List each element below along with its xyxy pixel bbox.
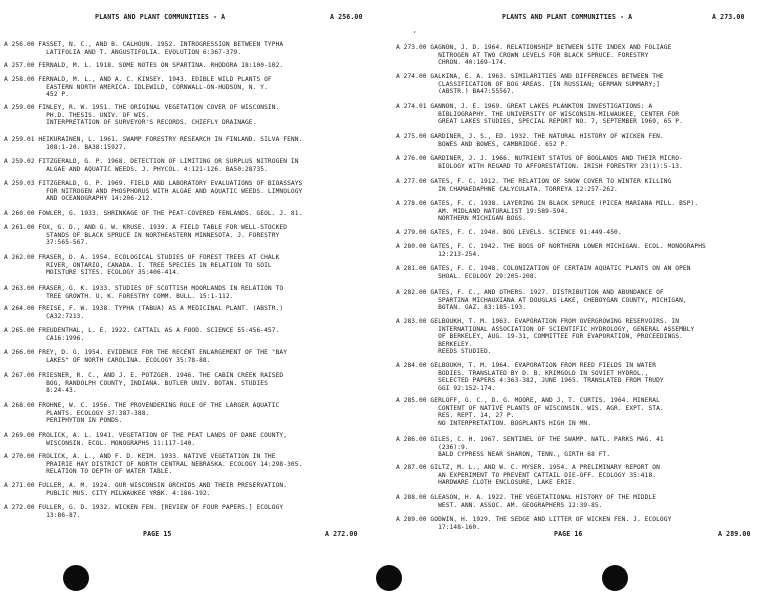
- page-number-label: PAGE 15: [143, 530, 172, 538]
- citation-entry: [4, 482, 287, 497]
- citation-line: PRAIRIE HAY DISTRICT OF NORTH CENTRAL NEBRASKA. ECOLOGY 14:298-305.: [4, 460, 303, 468]
- citation-line: PH.D. THESIS. UNIV. OF WIS.: [4, 111, 150, 119]
- citation-entry: [4, 285, 283, 300]
- citation-line: A 263.00 FRASER, G. K. 1933. STUDIES OF SCOTTISH MOORLANDS IN RELATION TO: [4, 285, 284, 292]
- citation-line: A 282.00 GATES, F. C., AND OTHERS. 1927. DISTRIBUTION AND ABUNDANCE OF: [396, 289, 664, 296]
- citation-entry: [396, 516, 671, 531]
- citation-line: 8:24-43.: [4, 387, 77, 395]
- citation-entry: [396, 265, 691, 280]
- citation-line: 108:1-20. BA38:15927.: [4, 143, 127, 151]
- citation-entry: [396, 362, 664, 392]
- citation-line: BOTAN. GAZ. 83:185-193.: [396, 304, 527, 312]
- citation-line: A 269.00 FROLICK, A. L. 1941. VEGETATION OF THE PEAT LANDS OF DANE COUNTY,: [4, 432, 288, 439]
- citation-line: SHOAL. ECOLOGY 29:205-208.: [396, 272, 538, 280]
- citation-entry: [396, 289, 687, 312]
- citation-line: BODIES. TRANSLATED BY D. B. KRIMGOLD IN SOVIET HYDROL.,: [396, 369, 649, 377]
- citation-line: AM. MIDLAND NATURALIST 19:589-594.: [396, 207, 569, 215]
- citation-line: 13:86-87.: [4, 511, 81, 519]
- page-footer-number: A 272.00: [325, 530, 358, 538]
- citation-line: A 268.00 FROHNE, W. C. 1956. THE PROVENDERING ROLE OF THE LARGER AQUATIC: [4, 402, 280, 409]
- citation-entry: [4, 210, 302, 218]
- citation-line: A 266.00 FREY, D. G. 1954. EVIDENCE FOR THE RECENT ENLARGEMENT OF THE "BAY: [4, 349, 288, 356]
- citation-line: SELECTED PAPERS 4:363-382, JUNE 1965. TRANSLATED FROM TRUDY: [396, 377, 664, 385]
- citation-line: PERIPHYTON IN PONDS.: [4, 417, 123, 425]
- citation-line: FOR NITROGEN AND PHOSPHORUS WITH ALGAE AND AQUATIC WEEDS. LIMNOLOGY: [4, 187, 303, 195]
- citation-entry: [396, 44, 671, 67]
- citation-line: A 262.00 FRASER, D. A. 1954. ECOLOGICAL STUDIES OF FOREST TREES AT CHALK: [4, 254, 280, 261]
- citation-line: A 279.00 GATES, F. C. 1940. BOG LEVELS. SCIENCE 91:449-450.: [396, 229, 622, 236]
- citation-line: 17:148-160.: [396, 523, 481, 531]
- citation-line: CA32:7213.: [4, 312, 85, 320]
- citation-line: A 289.00 GODWIN, H. 1929. THE SEDGE AND LITTER OF WICKEN FEN. J. ECOLOGY: [396, 516, 672, 523]
- citation-entry: [4, 305, 283, 320]
- citation-line: NO INTERPRETATION. BOGPLANTS HIGH IN MN.: [396, 419, 592, 427]
- citation-line: (ABSTR.) BA47:55567.: [396, 88, 515, 96]
- citation-line: A 288.00 GLEASON, H. A. 1922. THE VEGETATIONAL HISTORY OF THE MIDDLE: [396, 494, 657, 501]
- citation-entry: [396, 73, 664, 96]
- citation-entry: [396, 155, 683, 170]
- citation-line: A 271.00 FULLER, A. M. 1924. OUR WISCONSIN ORCHIDS AND THEIR PRESERVATION.: [4, 482, 288, 489]
- citation-line: A 257.00 FERNALD, M. L. 1918. SOME NOTES ON SPARTINA. RHODORA 18:100-102.: [4, 62, 284, 69]
- citation-line: A 277.00 GATES, F. C. 1912. THE RELATION OF SNOW COVER TO WINTER KILLING: [396, 178, 672, 185]
- citation-entry: [396, 318, 694, 356]
- bibliography-page-right: [390, 0, 779, 600]
- citation-entry: [396, 200, 698, 223]
- citation-entry: [396, 397, 664, 427]
- citation-entry: [4, 136, 302, 151]
- citation-line: A 259.01 HEIKURAINEN, L. 1961. SWAMP FORESTRY RESEARCH IN FINLAND. SILVA FENN.: [4, 136, 303, 143]
- citation-line: A 273.00 GAGNON, J. D. 1964. RELATIONSHIP BETWEEN SITE INDEX AND FOLIAGE: [396, 44, 672, 51]
- citation-line: A 265.00 FREUDENTHAL, L. E. 1922. CATTAIL AS A FOOD. SCIENCE 55:456-457.: [4, 327, 280, 334]
- citation-line: A 276.00 GARDINER, J. J. 1966. NUTRIENT STATUS OF BOGLANDS AND THEIR MICRO-: [396, 155, 683, 162]
- page-header-number: A 273.00: [712, 13, 745, 21]
- citation-entry: [4, 158, 299, 173]
- citation-line: A 259.02 FITZGERALD, G. P. 1968. DETECTION OF LIMITING OR SURPLUS NITROGEN IN: [4, 158, 299, 165]
- citation-line: A 274.01 GANNON, J. E. 1969. GREAT LAKES PLANKTON INVESTIGATIONS: A: [396, 103, 653, 110]
- citation-line: INTERNATIONAL ASSOCIATION OF SCIENTIFIC HYDROLOGY, GENERAL ASSEMBLY: [396, 325, 695, 333]
- citation-line: A 261.00 FOX, G. D., AND G. W. KRUSE. 1939. A FIELD TABLE FOR WELL-STOCKED: [4, 224, 288, 231]
- punch-hole: [63, 565, 89, 591]
- citation-line: A 264.00 FREISE, F. W. 1938. TYPHA (TABUA) AS A MEDICINAL PLANT. (ABSTR.): [4, 305, 284, 312]
- page-number-label: PAGE 16: [554, 530, 583, 538]
- citation-line: MOISTURE SITES. ECOLOGY 35:406-414.: [4, 269, 180, 277]
- citation-line: BOG, RANDOLPH COUNTY, INDIANA. BUTLER UNIV. BOTAN. STUDIES: [4, 379, 268, 387]
- citation-line: A 272.00 FULLER, G. D. 1932. WICKEN FEN. [REVIEW OF FOUR PAPERS.] ECOLOGY: [4, 504, 284, 511]
- citation-line: BIBLIOGRAPHY. THE UNIVERSITY OF WISCONSIN-MILWAUKEE, CENTER FOR: [396, 110, 680, 118]
- citation-line: INTERPRETATION OF SURVEYOR'S RECORDS. CHIEFLY DRAINAGE.: [4, 119, 257, 127]
- citation-line: PUBLIC MUS. CITY MILWAUKEE YRBK. 4:186-192.: [4, 489, 211, 497]
- citation-line: A 256.00 FASSET, N. C., AND B. CALHOUN. 1952. INTROGRESSION BETWEEN TYPHA: [4, 41, 284, 48]
- citation-entry: [4, 254, 279, 277]
- citation-line: RES. REPT. 14, 27 P.: [396, 412, 515, 420]
- citation-entry: [4, 62, 283, 70]
- citation-entry: [396, 464, 660, 487]
- citation-line: A 259.03 FITZGERALD, G. P. 1969. FIELD AND LABORATORY EVALUATIONS OF BIOASSAYS: [4, 180, 303, 187]
- citation-line: A 258.00 FERNALD, M. L., AND A. C. KINSEY. 1943. EDIBLE WILD PLANTS OF: [4, 76, 272, 83]
- citation-entry: [396, 494, 656, 509]
- punch-hole: [602, 565, 628, 591]
- citation-line: TREE GROWTH. U. K. FORESTRY COMM. BULL. 15:1-112.: [4, 292, 234, 300]
- citation-line: HARDWARE CLOTH ENCLOSURE, LAKE ERIE.: [396, 479, 576, 487]
- citation-line: SPARTINA MICHAUXIANA AT DOUGLAS LAKE, CHEBOYGAN COUNTY, MICHIGAN,: [396, 296, 687, 304]
- citation-line: BIOLOGY WITH REGARD TO AFFORESTATION. IRISH FORESTRY 23(1):5-13.: [396, 162, 683, 170]
- citation-line: NITROGEN AT TWO CROWN LEVELS FOR BLACK SPRUCE. FORESTRY: [396, 51, 649, 59]
- citation-line: BALD CYPRESS NEAR SHARON, TENN., GIRTH 68 FT.: [396, 451, 611, 459]
- citation-entry: [396, 178, 671, 193]
- citation-entry: [396, 103, 683, 126]
- citation-line: A 274.00 GALKINA, E. A. 1963. SIMILARITIES AND DIFFERENCES BETWEEN THE: [396, 73, 664, 80]
- citation-line: STANDS OF BLACK SPRUCE IN NORTHEASTERN MINNESOTA. J. FORESTRY: [4, 231, 280, 239]
- citation-line: LATIFOLIA AND T. ANGUSTIFOLIA. EVOLUTION 6:367-379.: [4, 48, 242, 56]
- citation-line: EASTERN NORTH AMERICA. IDLEWILD, CORNWALL-ON-HUDSON, N. Y.: [4, 83, 268, 91]
- citation-entry: [4, 76, 272, 99]
- citation-line: AND OCEANOGRAPHY 14:206-212.: [4, 195, 154, 203]
- citation-line: CONTENT OF NATIVE PLANTS OF WISCONSIN. WIS. AGR. EXPT. STA.: [396, 404, 664, 412]
- citation-line: RELATION TO DEPTH OF WATER TABLE.: [4, 468, 173, 476]
- citation-line: A 285.00 GERLOFF, G. C., D. G. MOORE, AND J. T. CURTIS. 1964. MINERAL: [396, 397, 660, 404]
- citation-line: (236):9.: [396, 443, 469, 451]
- citation-entry: [4, 224, 287, 247]
- citation-entry: [4, 349, 287, 364]
- citation-entry: [4, 402, 279, 425]
- citation-entry: [4, 327, 279, 342]
- citation-entry: [4, 180, 302, 203]
- citation-entry: [4, 372, 283, 395]
- bibliography-page-left: [0, 0, 388, 600]
- citation-line: A 270.00 FROLICK, A. L., AND F. D. KEIM. 1933. NATIVE VEGETATION IN THE: [4, 453, 276, 460]
- citation-entry: [4, 41, 283, 56]
- citation-line: A 287.00 GILTZ, M. L., AND W. C. MYSER. 1954. A PRELIMINARY REPORT ON: [396, 464, 660, 471]
- citation-line: A 286.00 GILES, C. H. 1967. SENTINEL OF THE SWAMP. NATL. PARKS MAG. 41: [396, 436, 664, 443]
- citation-line: CLASSIFICATION OF BOG AREAS. [IN RUSSIAN; GERMAN SUMMARY;]: [396, 80, 660, 88]
- citation-entry: [4, 432, 287, 447]
- citation-line: CHRON. 40:169-174.: [396, 59, 507, 67]
- page-footer-number: A 289.00: [718, 530, 751, 538]
- citation-line: 452 P.: [4, 91, 70, 99]
- citation-line: REEDS STUDIED.: [396, 348, 492, 356]
- citation-entry: [4, 104, 279, 127]
- page-header-title: PLANTS AND PLANT COMMUNITIES - A: [502, 13, 633, 21]
- citation-line: GGI 92:152-174.: [396, 384, 496, 392]
- citation-line: A 259.00 FINLEY, R. W. 1951. THE ORIGINAL VEGETATION COVER OF WISCONSIN.: [4, 104, 280, 111]
- citation-entry: [4, 504, 283, 519]
- citation-line: WEST. ANN. ASSOC. AM. GEOGRAPHERS 12:39-85.: [396, 501, 603, 509]
- citation-line: ALGAE AND AQUATIC WEEDS. J. PHYCOL. 4:121-126. BA50:28735.: [4, 165, 268, 173]
- citation-line: 12:213-254.: [396, 250, 481, 258]
- citation-line: A 267.00 FRIESNER, R. C., AND J. E. POTZGER. 1946. THE CABIN CREEK RAISED: [4, 372, 284, 379]
- citation-line: A 278.00 GATES, F. C. 1938. LAYERING IN BLACK SPRUCE (PICEA MARIANA MILL. BSP).: [396, 200, 699, 207]
- citation-line: WISCONSIN. ECOL. MONOGRAPHS 11:117-140.: [4, 439, 196, 447]
- margin-mark: ,: [413, 27, 417, 34]
- citation-entry: [396, 229, 622, 237]
- citation-line: LAKES" OF NORTH CAROLINA. ECOLOGY 35:78-88.: [4, 356, 211, 364]
- citation-line: A 284.00 GELBOUKH, T. M. 1964. EVAPORATION FROM REED FIELDS IN WATER: [396, 362, 657, 369]
- citation-line: NORTHERN MICHIGAN BOGS.: [396, 215, 527, 223]
- citation-line: A 283.00 GELBOUKH, T. M. 1963. EVAPORATION FROM OVERGROWING RESERVOIRS. IN: [396, 318, 680, 325]
- punch-hole: [376, 565, 402, 591]
- citation-line: A 280.00 GATES, F. C. 1942. THE BOGS OF NORTHERN LOWER MICHIGAN. ECOL. MONOGRAPHS: [396, 243, 706, 250]
- citation-line: A 281.00 GATES, F. C. 1948. COLONIZATION OF CERTAIN AQUATIC PLANTS ON AN OPEN: [396, 265, 691, 272]
- citation-entry: [4, 453, 302, 476]
- citation-entry: [396, 243, 706, 258]
- citation-line: PLANTS. ECOLOGY 37:387-388.: [4, 409, 150, 417]
- citation-line: 37:565-567.: [4, 239, 89, 247]
- citation-line: IN CHAMAEDAPHNE CALYCULATA. TORREYA 12:257-262.: [396, 185, 618, 193]
- citation-line: BERKELEY.: [396, 340, 473, 348]
- citation-entry: [396, 133, 664, 148]
- page-header-title: PLANTS AND PLANT COMMUNITIES - A: [95, 13, 226, 21]
- citation-line: OF BERKELEY, AUG. 19-31, COMMITTEE FOR EVAPORATION, PROCEEDINGS.: [396, 333, 683, 341]
- citation-line: AN EXPERIMENT TO PREVENT CATTAIL DIE-OFF. ECOLOGY 35:418.: [396, 471, 657, 479]
- citation-entry: [396, 436, 664, 459]
- citation-line: CA16:1996.: [4, 334, 85, 342]
- citation-line: A 260.00 FOWLER, G. 1933. SHRINKAGE OF THE PEAT-COVERED FENLANDS. GEOL. J. 81.: [4, 210, 303, 217]
- citation-line: RIVER, ONTARIO, CANADA. I. TREE SPECIES IN RELATION TO SOIL: [4, 261, 272, 269]
- citation-line: GREAT LAKES STUDIES, SPECIAL REPORT NO. 7, SEPTEMBER 1969, 65 P.: [396, 118, 683, 126]
- citation-line: BOWES AND BOWES, CAMBRIDGE. 652 P.: [396, 140, 569, 148]
- page-header-number: A 256.00: [330, 13, 363, 21]
- citation-line: A 275.00 GARDINER, J. S., ED. 1932. THE NATURAL HISTORY OF WICKEN FEN.: [396, 133, 664, 140]
